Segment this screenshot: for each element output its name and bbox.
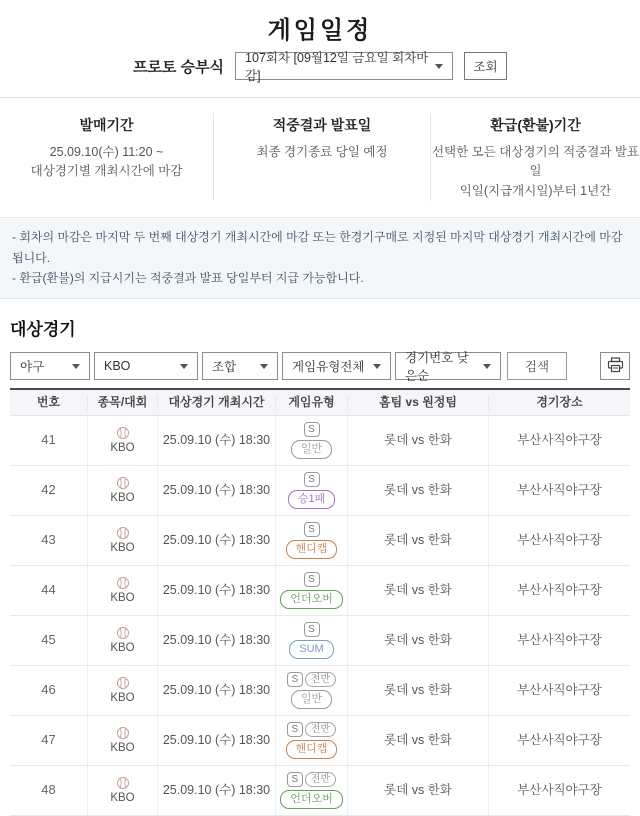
league-select-value: KBO bbox=[104, 359, 131, 373]
venue: 부산사직야구장 bbox=[488, 716, 630, 765]
league-cell bbox=[87, 666, 157, 715]
league-label: KBO bbox=[110, 491, 135, 504]
league-select[interactable] bbox=[94, 352, 198, 380]
sort-select[interactable] bbox=[395, 351, 501, 383]
info-title: 발매기간 bbox=[79, 117, 134, 133]
league-label: KBO bbox=[110, 791, 135, 804]
game-type-badge: 일반 bbox=[291, 690, 332, 709]
section-title-target-games: 대상경기 bbox=[10, 320, 76, 339]
chevron-down-icon bbox=[435, 64, 443, 69]
game-type-badge: 승1패 bbox=[288, 490, 335, 509]
info-line: 익일(지급개시일)부터 1년간 bbox=[459, 183, 612, 198]
game-type-cell bbox=[275, 416, 347, 465]
game-type-cell bbox=[275, 766, 347, 815]
game-type-badge: 언더오버 bbox=[280, 590, 343, 609]
badge-line bbox=[304, 622, 320, 637]
filter-row bbox=[10, 351, 630, 383]
baseball-icon bbox=[116, 676, 130, 690]
game-type-cell bbox=[275, 516, 347, 565]
league-label: KBO bbox=[110, 741, 135, 754]
match-time: 25.09.10 (수) 18:30 bbox=[157, 516, 275, 565]
table-row[interactable] bbox=[10, 766, 630, 816]
game-type-badge: 언더오버 bbox=[280, 790, 343, 809]
venue: 부산사직야구장 bbox=[488, 616, 630, 665]
teams: 롯데 vs 한화 bbox=[347, 616, 488, 665]
venue: 부산사직야구장 bbox=[488, 566, 630, 615]
badge-line bbox=[304, 522, 320, 537]
baseball-icon bbox=[116, 726, 130, 740]
game-schedule-table bbox=[10, 388, 630, 816]
inquiry-button[interactable]: 조회 bbox=[464, 52, 507, 80]
baseball-icon bbox=[116, 576, 130, 590]
teams: 롯데 vs 한화 bbox=[347, 716, 488, 765]
teams: 롯데 vs 한화 bbox=[347, 416, 488, 465]
table-row[interactable] bbox=[10, 416, 630, 466]
baseball-icon bbox=[116, 626, 130, 640]
chevron-down-icon bbox=[180, 364, 188, 369]
match-time: 25.09.10 (수) 18:30 bbox=[157, 416, 275, 465]
sale-info-section bbox=[0, 97, 640, 217]
table-row[interactable] bbox=[10, 716, 630, 766]
badge-line bbox=[304, 422, 320, 437]
league-cell bbox=[87, 516, 157, 565]
badge-line bbox=[304, 572, 320, 587]
venue: 부산사직야구장 bbox=[488, 416, 630, 465]
game-type-select[interactable] bbox=[282, 352, 391, 380]
table-row[interactable] bbox=[10, 516, 630, 566]
table-row[interactable] bbox=[10, 466, 630, 516]
table-body bbox=[10, 416, 630, 816]
baseball-icon bbox=[116, 526, 130, 540]
row-number: 44 bbox=[41, 582, 56, 598]
chevron-down-icon bbox=[260, 364, 268, 369]
game-type-badge: 핸디캡 bbox=[286, 740, 338, 759]
col-header-game-type: 게임유형 bbox=[275, 395, 347, 409]
sport-select-value: 야구 bbox=[20, 360, 45, 374]
league-label: KBO bbox=[110, 441, 135, 454]
chevron-down-icon bbox=[483, 364, 491, 369]
combo-select-value: 조합 bbox=[212, 360, 237, 374]
row-number: 47 bbox=[41, 732, 56, 748]
col-header-time: 대상경기 개최시간 bbox=[157, 395, 275, 409]
col-header-venue: 경기장소 bbox=[488, 395, 630, 409]
match-time: 25.09.10 (수) 18:30 bbox=[157, 766, 275, 815]
print-button[interactable] bbox=[600, 352, 630, 380]
info-line: 25.09.10(수) 11:20 ~ bbox=[49, 145, 164, 159]
game-type-select-value: 게임유형전체 bbox=[292, 360, 365, 374]
page-title: 게임일정 bbox=[267, 17, 373, 44]
s-badge: S bbox=[287, 672, 303, 687]
info-col-result-date bbox=[213, 113, 430, 201]
sport-select[interactable] bbox=[10, 352, 90, 380]
baseball-icon bbox=[116, 426, 130, 440]
game-type-badge: 핸디캡 bbox=[286, 540, 338, 559]
game-type-cell bbox=[275, 466, 347, 515]
round-selector-label: 프로토 승부식 bbox=[132, 58, 225, 76]
league-cell bbox=[87, 466, 157, 515]
venue: 부산사직야구장 bbox=[488, 766, 630, 815]
info-title: 적중결과 발표일 bbox=[272, 117, 372, 133]
s-badge: S bbox=[304, 522, 320, 537]
sort-select-value: 경기번호 낮은순 bbox=[405, 351, 469, 383]
row-number: 41 bbox=[41, 432, 56, 448]
info-line: 선택한 모든 대상경기의 적중결과 발표일 bbox=[431, 145, 640, 179]
teams: 롯데 vs 한화 bbox=[347, 516, 488, 565]
match-time: 25.09.10 (수) 18:30 bbox=[157, 566, 275, 615]
venue: 부산사직야구장 bbox=[488, 516, 630, 565]
row-number: 43 bbox=[41, 532, 56, 548]
info-title: 환급(환불)기간 bbox=[490, 117, 581, 133]
round-select[interactable] bbox=[235, 51, 453, 83]
s-badge: S bbox=[304, 572, 320, 587]
game-type-cell bbox=[275, 616, 347, 665]
baseball-icon bbox=[116, 776, 130, 790]
row-number: 42 bbox=[41, 482, 56, 498]
league-label: KBO bbox=[110, 641, 135, 654]
row-number: 48 bbox=[41, 782, 56, 798]
half-badge: 전반 bbox=[305, 772, 336, 787]
s-badge: S bbox=[304, 472, 320, 487]
chevron-down-icon bbox=[373, 364, 381, 369]
match-time: 25.09.10 (수) 18:30 bbox=[157, 716, 275, 765]
s-badge: S bbox=[287, 722, 303, 737]
game-type-cell bbox=[275, 666, 347, 715]
info-line: 대상경기별 개최시간에 마감 bbox=[30, 164, 183, 179]
game-type-badge: SUM bbox=[289, 640, 333, 659]
table-header-row bbox=[10, 390, 630, 416]
game-type-badge: 일반 bbox=[291, 440, 332, 459]
match-time: 25.09.10 (수) 18:30 bbox=[157, 666, 275, 715]
note-line: - 회차의 마감은 마지막 두 번째 대상경기 개최시간에 마감 또는 한경기구매로 지정된 마지막 대상경기 개최시간에 마감됩니다. bbox=[12, 230, 623, 265]
table-row[interactable] bbox=[10, 566, 630, 616]
notes-box bbox=[0, 217, 640, 299]
row-number: 45 bbox=[41, 632, 56, 648]
half-badge: 전반 bbox=[305, 672, 336, 687]
col-header-number: 번호 bbox=[36, 395, 61, 410]
search-button[interactable]: 검색 bbox=[507, 352, 567, 380]
match-time: 25.09.10 (수) 18:30 bbox=[157, 616, 275, 665]
info-col-sale-period bbox=[0, 113, 213, 201]
table-row[interactable] bbox=[10, 616, 630, 666]
league-cell bbox=[87, 566, 157, 615]
info-line: 최종 경기종료 당일 예정 bbox=[256, 145, 388, 159]
league-label: KBO bbox=[110, 691, 135, 704]
league-label: KBO bbox=[110, 541, 135, 554]
game-type-cell bbox=[275, 566, 347, 615]
info-col-refund-period bbox=[430, 113, 640, 201]
note-line: - 환급(환불)의 지급시기는 적중결과 발표 당일부터 지급 가능합니다. bbox=[12, 271, 364, 286]
baseball-icon bbox=[116, 476, 130, 490]
match-time: 25.09.10 (수) 18:30 bbox=[157, 466, 275, 515]
venue: 부산사직야구장 bbox=[488, 666, 630, 715]
col-header-teams: 홈팀 vs 원정팀 bbox=[347, 395, 488, 409]
venue: 부산사직야구장 bbox=[488, 466, 630, 515]
badge-line bbox=[287, 672, 336, 687]
printer-icon bbox=[607, 357, 624, 376]
round-select-value: 107회차 [09월12일 금요일 회차마감] bbox=[245, 51, 429, 83]
s-badge: S bbox=[304, 622, 320, 637]
chevron-down-icon bbox=[72, 364, 80, 369]
league-cell bbox=[87, 616, 157, 665]
round-selector-row bbox=[0, 51, 640, 83]
s-badge: S bbox=[287, 772, 303, 787]
s-badge: S bbox=[304, 422, 320, 437]
league-cell bbox=[87, 766, 157, 815]
table-row[interactable] bbox=[10, 666, 630, 716]
half-badge: 전반 bbox=[305, 722, 336, 737]
teams: 롯데 vs 한화 bbox=[347, 766, 488, 815]
teams: 롯데 vs 한화 bbox=[347, 466, 488, 515]
badge-line bbox=[287, 722, 336, 737]
combo-select[interactable] bbox=[202, 352, 278, 380]
badge-line bbox=[287, 772, 336, 787]
col-header-league: 종목/대회 bbox=[87, 395, 157, 409]
teams: 롯데 vs 한화 bbox=[347, 566, 488, 615]
league-label: KBO bbox=[110, 591, 135, 604]
league-cell bbox=[87, 416, 157, 465]
badge-line bbox=[304, 472, 320, 487]
teams: 롯데 vs 한화 bbox=[347, 666, 488, 715]
row-number: 46 bbox=[41, 682, 56, 698]
